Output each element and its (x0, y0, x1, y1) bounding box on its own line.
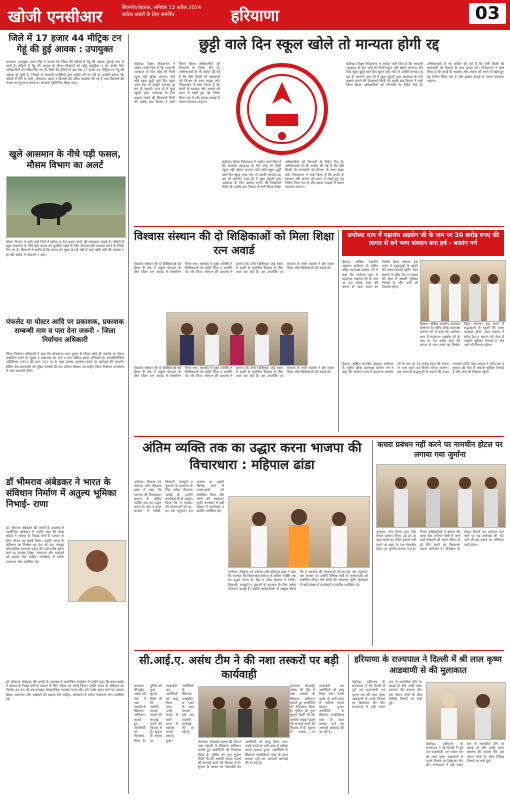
officials-photo-icon (377, 465, 505, 527)
wheat-headline: जिले में 17 हजार 44 मीट्रिक टन गेहूं की हुई आवक : उपायुक्त (8, 34, 122, 55)
buffalo-photo (6, 176, 126, 238)
masthead (0, 0, 510, 30)
cia-headline: सी.आई.ए. असंध टीम ने की नशा तस्करों पर बड़ी कार्यवाही (139, 654, 339, 681)
school-body-left: चंडीगढ़। शिक्षा निदेशालय ने आदेश जारी किए हैं कि सरकारी अवकाश के दिन कोई भी निजी स्कूल नहीं खोला जाएगा। यदि कोई स्कूल छुट्टी वाले दिन खुला पाया गया तो उसकी मान्यता रद्द कर दी जाएगी। हाल ही में कुछ स्कूलों द्वारा अवकाश के दिन कक्षाएं लगाने की शिकायतें मिली थीं। इसके बाद विभाग ने सभी जिला शिक्षा अधिकारियों को निगरानी के निर्देश दिए हैं। अभिभावकों से भी अपील की गई है कि ऐसी किसी भी जानकारी को विभाग के साथ साझा करें। निदेशालय ने स्पष्ट किया है कि बच्चों के स्वास्थ्य और आराम को ध्यान में रखते हुए यह निर्णय लिया गया है और इसका कड़ाई से पालन करवाया जाएगा। (134, 62, 220, 104)
rally-photo-icon (229, 497, 369, 567)
school-headline: छुट्टी वाले दिन स्कूल खोले तो मान्यता होगी रद्द (198, 37, 440, 53)
ayodhya-photo (420, 260, 506, 322)
column-divider (348, 654, 349, 794)
bjp-headline: अंतिम व्यक्ति तक का उद्धार करना भाजपा की विचारधारा : महिपाल ढांडा (142, 441, 362, 473)
column-divider (128, 34, 129, 794)
cia-body-left: करनाल। सीआईए असंध की टीम ने नशा तस्करी के खिलाफ अभियान चलाते हुए आरोपियों को गिरफ्तार किया है। पुलिस को गुप्त सूचना मिली थी कि आरोपी मादक पदार्थ की सप्लाई करने की फिराक में हैं। सूचना के आधार पर नाकाबंदी कर आरोपियों को काबू किया गया। उनके कब्जे से भारी मात्रा में नशीला पदार्थ बरामद हुआ। आरोपियों के खिलाफ एनडीपीएस एक्ट के तहत मामला दर्ज कर आगामी कार्रवाई की जा रही है। (134, 684, 194, 743)
weather-body: मौसम विभाग ने आने वाले दिनों में बारिश व तेज हवाएं चलने की संभावना जताई है। मंडियों में खुले आसमान के नीचे पड़ी फसल को सुरक्षित रखने के लिए तिरपाल की व्यवस्था करने के निर्देश दिए गए हैं। किसानों से अपील है कि फसल को सूखा कर ही मंडी में लाएं ताकि नमी की समस्या न हो और खरीद में परेशानी न आए। (6, 240, 124, 257)
section-rule (134, 650, 504, 651)
ayodhya-headline: अयोध्या धाम में महासंघ अग्रसेन जी के नाम पर 30 करोड़ रुपए की लागत से बने भव्य संस्थान बना हर्ष - बजरंग गर्ग (342, 230, 504, 256)
pamphlet-body: जिला निर्वाचन अधिकारी ने कहा कि लोकसभा आम चुनाव के दौरान कोई भी पंफलेट या पोस्टर प्रकाशित करने पर मुद्रक व प्रकाशक का नाम व पता अंकित करना अनिवार्य है। जनप्रतिनिधित्व अधिनियम 1951 की धारा 127 क के तहत इसका उल्लंघन करने पर कार्रवाई की जाएगी। प्रिंटिंग प्रेस संचालकों को मुद्रित सामग्री की चार प्रतियां घोषणा पत्र सहित जिला निर्वाचन कार्यालय में जमा करवानी होंगी। (6, 352, 124, 373)
advani-body-left: चंडीगढ़। हरियाणा के राज्यपाल ने नई दिल्ली में पूर्व उप प्रधानमंत्री एवं भारत रत्न श्री लाल कृष्ण आडवाणी से उनके निवास पर शिष्टाचार भेंट की। राज्यपाल ने उन्हें भारत रत्न से सम्मानित होने पर बधाई दी और उनके उत्तम स्वास्थ्य की कामना की। इस दौरान दोनों के बीच विभिन्न विषयों पर चर्चा हुई। (352, 680, 422, 710)
section-title: हरियाणा (230, 6, 280, 25)
rana-photo (68, 540, 126, 602)
waste-body: गुरुग्राम। नगर निगम द्वारा ठोस कचरा प्रबंधन नियम 2016 के तहत कचरे का उचित प्रबंधन नहीं करने पर शहर के एक नामचीन होटल पर जुर्माना लगाया गया है। निगम अधिकारियों ने बताया कि बल्क वेस्ट जनरेटर श्रेणी में आने वाले संस्थानों को अपने परिसर में ही गीले कचरे का निस्तारण करना अनिवार्य है। निरीक्षण के दौरान नियमों का उल्लंघन पाए जाने पर यह कार्रवाई की गई। आगे भी इस प्रकार का अभियान जारी रहेगा। (376, 530, 504, 551)
advani-photo (426, 682, 506, 740)
cia-body-bottom: करनाल। सीआईए असंध की टीम ने नशा तस्करी के खिलाफ अभियान चलाते हुए आरोपियों को गिरफ्तार किया है। पुलिस को गुप्त सूचना मिली थी कि आरोपी मादक पदार्थ की सप्लाई करने की फिराक में हैं। सूचना के आधार पर नाकाबंदी कर आरोपियों को काबू किया गया। उनके कब्जे से भारी मात्रा में नशीला पदार्थ बरामद हुआ। आरोपियों के खिलाफ एनडीपीएस एक्ट के तहत मामला दर्ज कर आगामी कार्रवाई की जा रही है। (198, 740, 288, 770)
school-body-right: चंडीगढ़। शिक्षा निदेशालय ने आदेश जारी किए हैं कि सरकारी अवकाश के दिन कोई भी निजी स्कूल नहीं खोला जाएगा। यदि कोई स्कूल छुट्टी वाले दिन खुला पाया गया तो उसकी मान्यता रद्द कर दी जाएगी। हाल ही में कुछ स्कूलों द्वारा अवकाश के दिन कक्षाएं लगाने की शिकायतें मिली थीं। इसके बाद विभाग ने सभी जिला शिक्षा अधिकारियों को निगरानी के निर्देश दिए हैं। अभिभावकों से भी अपील की गई है कि ऐसी किसी भी जानकारी को विभाग के साथ साझा करें। निदेशालय ने स्पष्ट किया है कि बच्चों के स्वास्थ्य और आराम को ध्यान में रखते हुए यह निर्णय लिया गया है और इसका कड़ाई से पालन करवाया जाएगा। (346, 62, 504, 88)
bjp-event-photo (228, 496, 370, 568)
column-divider (372, 440, 373, 646)
award-body-bottom: विश्वास संस्थान की दो शिक्षिकाओं को शिक्षा के क्षेत्र में उत्कृष्ट योगदान के लिए शिक्षा रत्न अवार्ड से सम्मानित किया गया। समारोह में मुख्य अतिथि ने शिक्षिकाओं को स्मृति चिन्ह व प्रशस्ति पत्र भेंट किए। संस्थान की प्राचार्या ने बताया कि दोनों शिक्षिकाएं लंबे समय से बच्चों के सर्वांगीण विकास के लिए कार्य कर रही हैं। इस उपलब्धि पर संस्थान के सभी सदस्यों ने हर्ष व्यक्त किया और शिक्षिकाओं को बधाई दी। (134, 366, 334, 379)
group-photo-icon (167, 313, 307, 365)
tagline: सटीक खबरों के लिए समर्पित (122, 12, 175, 18)
section-rule (134, 226, 504, 227)
award-headline: विश्वास संस्थान की दो शिक्षिकाओं को मिला शिक्षा रत्न अवार्ड (134, 230, 335, 257)
section-rule (134, 436, 504, 437)
award-ceremony-photo (166, 312, 308, 366)
date-text: बिजनौर/रोहतक, शनिवार 13 अप्रैल 2024 (122, 5, 202, 11)
haryana-govt-emblem (222, 60, 342, 158)
advani-body-right: चंडीगढ़। हरियाणा के राज्यपाल ने नई दिल्ली में पूर्व उप प्रधानमंत्री एवं भारत रत्न श्री लाल कृष्ण आडवाणी से उनके निवास पर शिष्टाचार भेंट की। राज्यपाल ने उन्हें भारत रत्न से सम्मानित होने पर बधाई दी और उनके उत्तम स्वास्थ्य की कामना की। इस दौरान दोनों के बीच विभिन्न विषयों पर चर्चा हुई। (426, 742, 504, 768)
page-number: 03 (469, 3, 506, 24)
pamphlet-headline: पंफलेट या पोस्टर आदि पर प्रकाशक, प्रकाशक सम्बन्धी नाम व पता देना जरूरी - जिला निर्वाचन अधिकारी (6, 318, 124, 344)
cia-photo (198, 686, 290, 738)
weather-headline: खुले आसमान के नीचे पड़ी फसल, मौसम विभाग का अलर्ट (9, 150, 121, 171)
brand-name: खोजी एनसीआर (8, 7, 103, 26)
cia-body-right: करनाल। सीआईए असंध की टीम ने नशा तस्करी के खिलाफ अभियान चलाते हुए आरोपियों को गिरफ्तार किया है। पुलिस को गुप्त सूचना मिली थी कि आरोपी मादक पदार्थ की सप्लाई करने की फिराक में हैं। सूचना के आधार पर नाकाबंदी कर आरोपियों को काबू किया गया। उनके कब्जे से भारी मात्रा में नशीला पदार्थ बरामद हुआ। आरोपियों के खिलाफ एनडीपीएस एक्ट के तहत मामला दर्ज कर आगामी कार्रवाई की जा रही है। (290, 684, 344, 735)
meeting-photo-icon (421, 261, 505, 321)
emblem-icon (222, 60, 342, 158)
wheat-body: करनाल। उपायुक्त उत्तम सिंह ने बताया कि जिला की मंडियों में गेहूं की आवक सुचारू रूप से जारी है। मंडियों में गेहूं की आवक के दौरान किसानों को कोई असुविधा न हो, इसके लिए अधिकारियों को निर्देश दिए गए हैं। जिले की मंडियों में अब तक 17 हजार 44 मीट्रिक टन गेहूं की आवक हो चुकी है, जिसमें से सरकारी एजेंसियों द्वारा खरीद की जा रही है। उन्होंने बताया कि मंडियों में पीने के पानी, शौचालय, छाया व बिजली की उचित व्यवस्था की गई है तथा किसानों की फसल का भुगतान समय पर करवाना सुनिश्चित किया जाए। (6, 60, 124, 86)
bjp-body-right: पानीपत। विकास एवं पंचायत मंत्री महिपाल ढांडा ने कहा कि भाजपा की विचारधारा समाज के अंतिम व्यक्ति तक का उद्धार करना है। केंद्र व प्रदेश सरकार ने गरीबों, किसानों, मजदूरों व युवाओं के कल्याण के लिए अनेक योजनाएं चलाई हैं। उन्होंने कार्यकर्ताओं से आह्वान किया कि वे सरकार की योजनाओं को घर-घर तक पहुंचाएं। इस अवसर पर उन्होंने विभिन्न गांवों में जनसभाओं को संबोधित किया और लोगों की समस्याएं सुनीं। कार्यक्रम में बड़ी संख्या में कार्यकर्ता व ग्रामीण उपस्थित रहे। (228, 570, 368, 591)
ayodhya-body-bottom: हिसार। अखिल भारतीय अग्रवाल सम्मेलन के राष्ट्रीय वरिष्ठ उपाध्यक्ष बजरंग गर्ग ने कहा कि अयोध्या धाम में महाराजा अग्रसेन जी के नाम पर 30 करोड़ रुपए की लागत से भव्य भवन का निर्माण किया जाएगा। इस भवन में श्रद्धालुओं के ठहरने की उत्तम व्यवस्था होगी। वैश्य समाज ने सदैव देश व समाज की सेवा में अग्रणी भूमिका निभाई है और आगे भी निभाता रहेगा। (342, 362, 504, 375)
waste-photo (376, 464, 506, 528)
waste-headline: कचरा प्रबंधन नहीं करने पर नामचीन होटल पर लगाया गया जुर्माना (377, 440, 503, 459)
buffalo-icon (7, 177, 125, 237)
ambedkar-body-continued: डॉ. भीमराव अंबेडकर की जयंती के उपलक्ष्य में आयोजित कार्यक्रम में उन्होंने कहा कि बाबा साहेब ने समाज के पिछड़े वर्गों के उत्थान के लिए जीवन भर संघर्ष किया। उन्होंने भारत के संविधान का निर्माण कर देश को एक मजबूत लोकतांत्रिक व्यवस्था प्रदान की। हमें उनके बताए मार्ग पर चलकर शिक्षा, समानता और भाईचारे को बढ़ावा देना चाहिए। कार्यक्रम में अनेक गणमान्य लोग उपस्थित रहे। (6, 680, 124, 701)
ayodhya-body-right: हिसार। अखिल भारतीय अग्रवाल सम्मेलन के राष्ट्रीय वरिष्ठ उपाध्यक्ष बजरंग गर्ग ने कहा कि अयोध्या धाम में महाराजा अग्रसेन जी के नाम पर 30 करोड़ रुपए की लागत से भव्य भवन का निर्माण किया जाएगा। इस भवन में श्रद्धालुओं के ठहरने की उत्तम व्यवस्था होगी। वैश्य समाज ने सदैव देश व समाज की सेवा में अग्रणी भूमिका निभाई है और आगे भी निभाता रहेगा। (420, 322, 504, 348)
advani-headline: हरियाणा के राज्यपाल ने दिल्ली में श्री लाल कृष्ण आडवाणी से की मुलाकात (354, 654, 502, 675)
award-body-top: विश्वास संस्थान की दो शिक्षिकाओं को शिक्षा के क्षेत्र में उत्कृष्ट योगदान के लिए शिक्षा रत्न अवार्ड से सम्मानित किया गया। समारोह में मुख्य अतिथि ने शिक्षिकाओं को स्मृति चिन्ह व प्रशस्ति पत्र भेंट किए। संस्थान की प्राचार्या ने बताया कि दोनों शिक्षिकाएं लंबे समय से बच्चों के सर्वांगीण विकास के लिए कार्य कर रही हैं। इस उपलब्धि पर संस्थान के सभी सदस्यों ने हर्ष व्यक्त किया और शिक्षिकाओं को बधाई दी। (134, 262, 334, 275)
ayodhya-body-left: हिसार। अखिल भारतीय अग्रवाल सम्मेलन के राष्ट्रीय वरिष्ठ उपाध्यक्ष बजरंग गर्ग ने कहा कि अयोध्या धाम में महाराजा अग्रसेन जी के नाम पर 30 करोड़ रुपए की लागत से भव्य भवन का निर्माण किया जाएगा। इस भवन में श्रद्धालुओं के ठहरने की उत्तम व्यवस्था होगी। वैश्य समाज ने सदैव देश व समाज की सेवा में अग्रणी भूमिका निभाई है और आगे भी निभाता रहेगा। (342, 260, 418, 290)
police-photo-icon (199, 687, 289, 737)
school-body-center: चंडीगढ़। शिक्षा निदेशालय ने आदेश जारी किए हैं कि सरकारी अवकाश के दिन कोई भी निजी स्कूल नहीं खोला जाएगा। यदि कोई स्कूल छुट्टी वाले दिन खुला पाया गया तो उसकी मान्यता रद्द कर दी जाएगी। हाल ही में कुछ स्कूलों द्वारा अवकाश के दिन कक्षाएं लगाने की शिकायतें मिली थीं। इसके बाद विभाग ने सभी जिला शिक्षा अधिकारियों को निगरानी के निर्देश दिए हैं। अभिभावकों से भी अपील की गई है कि ऐसी किसी भी जानकारी को विभाग के साथ साझा करें। निदेशालय ने स्पष्ट किया है कि बच्चों के स्वास्थ्य और आराम को ध्यान में रखते हुए यह निर्णय लिया गया है और इसका कड़ाई से पालन करवाया जाएगा। (222, 160, 344, 190)
person-icon (69, 541, 125, 601)
ambedkar-headline: डॉ भीमराव अंबेडकर ने भारत के संविधान निर्माण में अतुल्य भूमिका निभाई- राणा (6, 478, 117, 510)
meeting-photo-icon (427, 683, 505, 739)
bjp-body-left: पानीपत। विकास एवं पंचायत मंत्री महिपाल ढांडा ने कहा कि भाजपा की विचारधारा समाज के अंतिम व्यक्ति तक का उद्धार करना है। केंद्र व प्रदेश सरकार ने गरीबों, किसानों, मजदूरों व युवाओं के कल्याण के लिए अनेक योजनाएं चलाई हैं। उन्होंने कार्यकर्ताओं से आह्वान किया कि वे सरकार की योजनाओं को घर-घर तक पहुंचाएं। इस अवसर पर उन्होंने विभिन्न गांवों में जनसभाओं को संबोधित किया और लोगों की समस्याएं सुनीं। कार्यक्रम में बड़ी संख्या में कार्यकर्ता व ग्रामीण उपस्थित रहे। (134, 480, 224, 514)
ambedkar-body: डॉ. भीमराव अंबेडकर की जयंती के उपलक्ष्य में आयोजित कार्यक्रम में उन्होंने कहा कि बाबा साहेब ने समाज के पिछड़े वर्गों के उत्थान के लिए जीवन भर संघर्ष किया। उन्होंने भारत के संविधान का निर्माण कर देश को एक मजबूत लोकतांत्रिक व्यवस्था प्रदान की। हमें उनके बताए मार्ग पर चलकर शिक्षा, समानता और भाईचारे को बढ़ावा देना चाहिए। कार्यक्रम में अनेक गणमान्य लोग उपस्थित रहे। (6, 526, 64, 564)
column-divider (338, 230, 339, 432)
